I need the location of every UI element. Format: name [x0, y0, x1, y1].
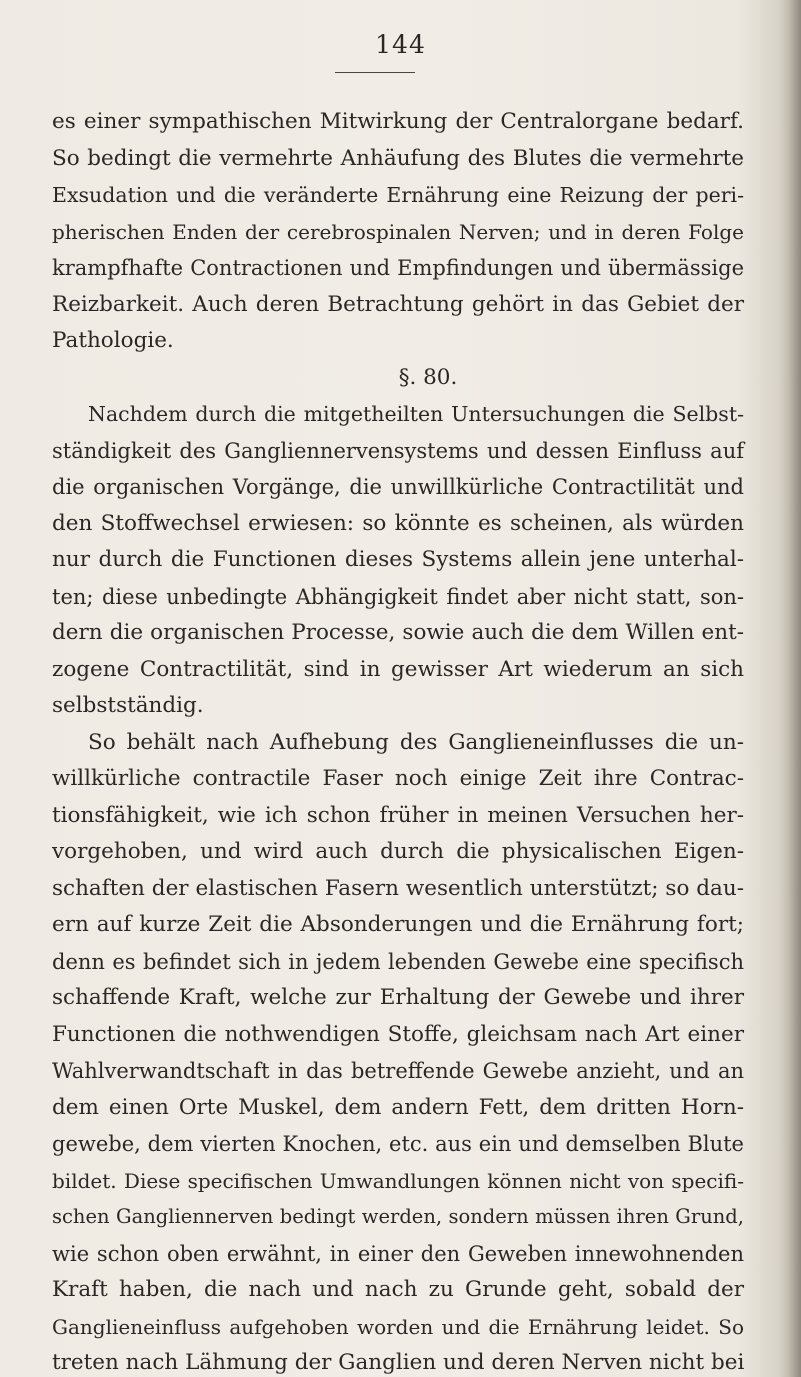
- body-text: [52, 104, 744, 1377]
- text-line: es einer sympathischen Mitwirkung der Centralorgane bedarf.: [52, 109, 744, 134]
- text-line: ern auf kurze Zeit die Absonderungen und die Ernährung fort;: [52, 912, 744, 937]
- text-line: ten; diese unbedingte Abhängigkeit findet aber nicht statt, son-: [52, 584, 744, 609]
- text-line: krampfhafte Contractionen und Empfindungen und übermässige: [52, 256, 744, 280]
- text-line: bildet. Diese specifischen Umwandlungen können nicht von specifi-: [52, 1168, 744, 1193]
- text-line: die organischen Vorgänge, die unwillkürliche Contractilität und: [52, 475, 744, 499]
- text-line: schaffende Kraft, welche zur Erhaltung der Gewebe und ihrer: [52, 985, 744, 1010]
- text-line: gewebe, dem vierten Knochen, etc. aus ein und demselben Blute: [52, 1132, 744, 1156]
- text-line: selbstständig.: [52, 693, 204, 718]
- text-line: dem einen Orte Muskel, dem andern Fett, dem dritten Horn-: [52, 1094, 744, 1120]
- text-line: Functionen die nothwendigen Stoffe, gleichsam nach Art einer: [52, 1021, 744, 1047]
- text-line: Kraft haben, die nach und nach zu Grunde geht, sobald der: [52, 1277, 744, 1302]
- text-line: Ganglieneinfluss aufgehoben worden und die Ernährung leidet. So: [52, 1314, 744, 1339]
- text-line: Reizbarkeit. Auch deren Betrachtung gehört in das Gebiet der: [52, 291, 744, 317]
- text-line: Exsudation und die veränderte Ernährung eine Reizung der peri-: [52, 183, 744, 207]
- text-line: treten nach Lähmung der Ganglien und deren Nerven nicht bei: [52, 1350, 745, 1375]
- page-number: 144: [375, 30, 426, 59]
- section-heading: §. 80.: [398, 364, 458, 390]
- text-line: schen Gangliennerven bedingt werden, sondern müssen ihren Grund,: [52, 1205, 744, 1228]
- text-line: dern die organischen Processe, sowie auch die dem Willen ent-: [52, 620, 744, 645]
- text-line: zogene Contractilität, sind in gewisser Art wiederum an sich: [52, 656, 744, 682]
- text-line: den Stoffwechsel erwiesen: so könnte es scheinen, als würden: [52, 510, 744, 536]
- text-line: ständigkeit des Gangliennervensystems und dessen Einfluss auf: [52, 438, 744, 463]
- text-line: schaften der elastischen Fasern wesentlich unterstützt; so dau-: [52, 875, 744, 901]
- paragraph-start: Nachdem durch die mitgetheilten Untersuchungen die Selbst-: [88, 402, 744, 426]
- text-line: denn es befindet sich in jedem lebenden Gewebe eine specifisch: [52, 949, 744, 974]
- text-line: tionsfähigkeit, wie ich schon früher in meinen Versuchen her-: [52, 802, 744, 828]
- text-line: pherischen Enden der cerebrospinalen Nerven; und in deren Folge: [52, 219, 744, 244]
- paragraph-start: So behält nach Aufhebung des Ganglieneinflusses die un-: [88, 729, 744, 755]
- text-line: vorgehoben, und wird auch durch die physicalischen Eigen-: [52, 839, 744, 864]
- text-line: Wahlverwandtschaft in das betreffende Gewebe anzieht, und an: [52, 1059, 744, 1083]
- text-line: nur durch die Functionen dieses Systems allein jene unterhal-: [52, 547, 744, 572]
- page-number-rule: [335, 72, 415, 73]
- page-edge-shadow: [779, 0, 801, 1377]
- text-line: wie schon oben erwähnt, in einer den Geweben innewohnenden: [52, 1241, 744, 1266]
- text-line: So bedingt die vermehrte Anhäufung des Blutes die vermehrte: [52, 145, 744, 171]
- text-line: willkürliche contractile Faser noch einige Zeit ihre Contrac-: [52, 766, 744, 791]
- text-line: Pathologie.: [52, 328, 174, 353]
